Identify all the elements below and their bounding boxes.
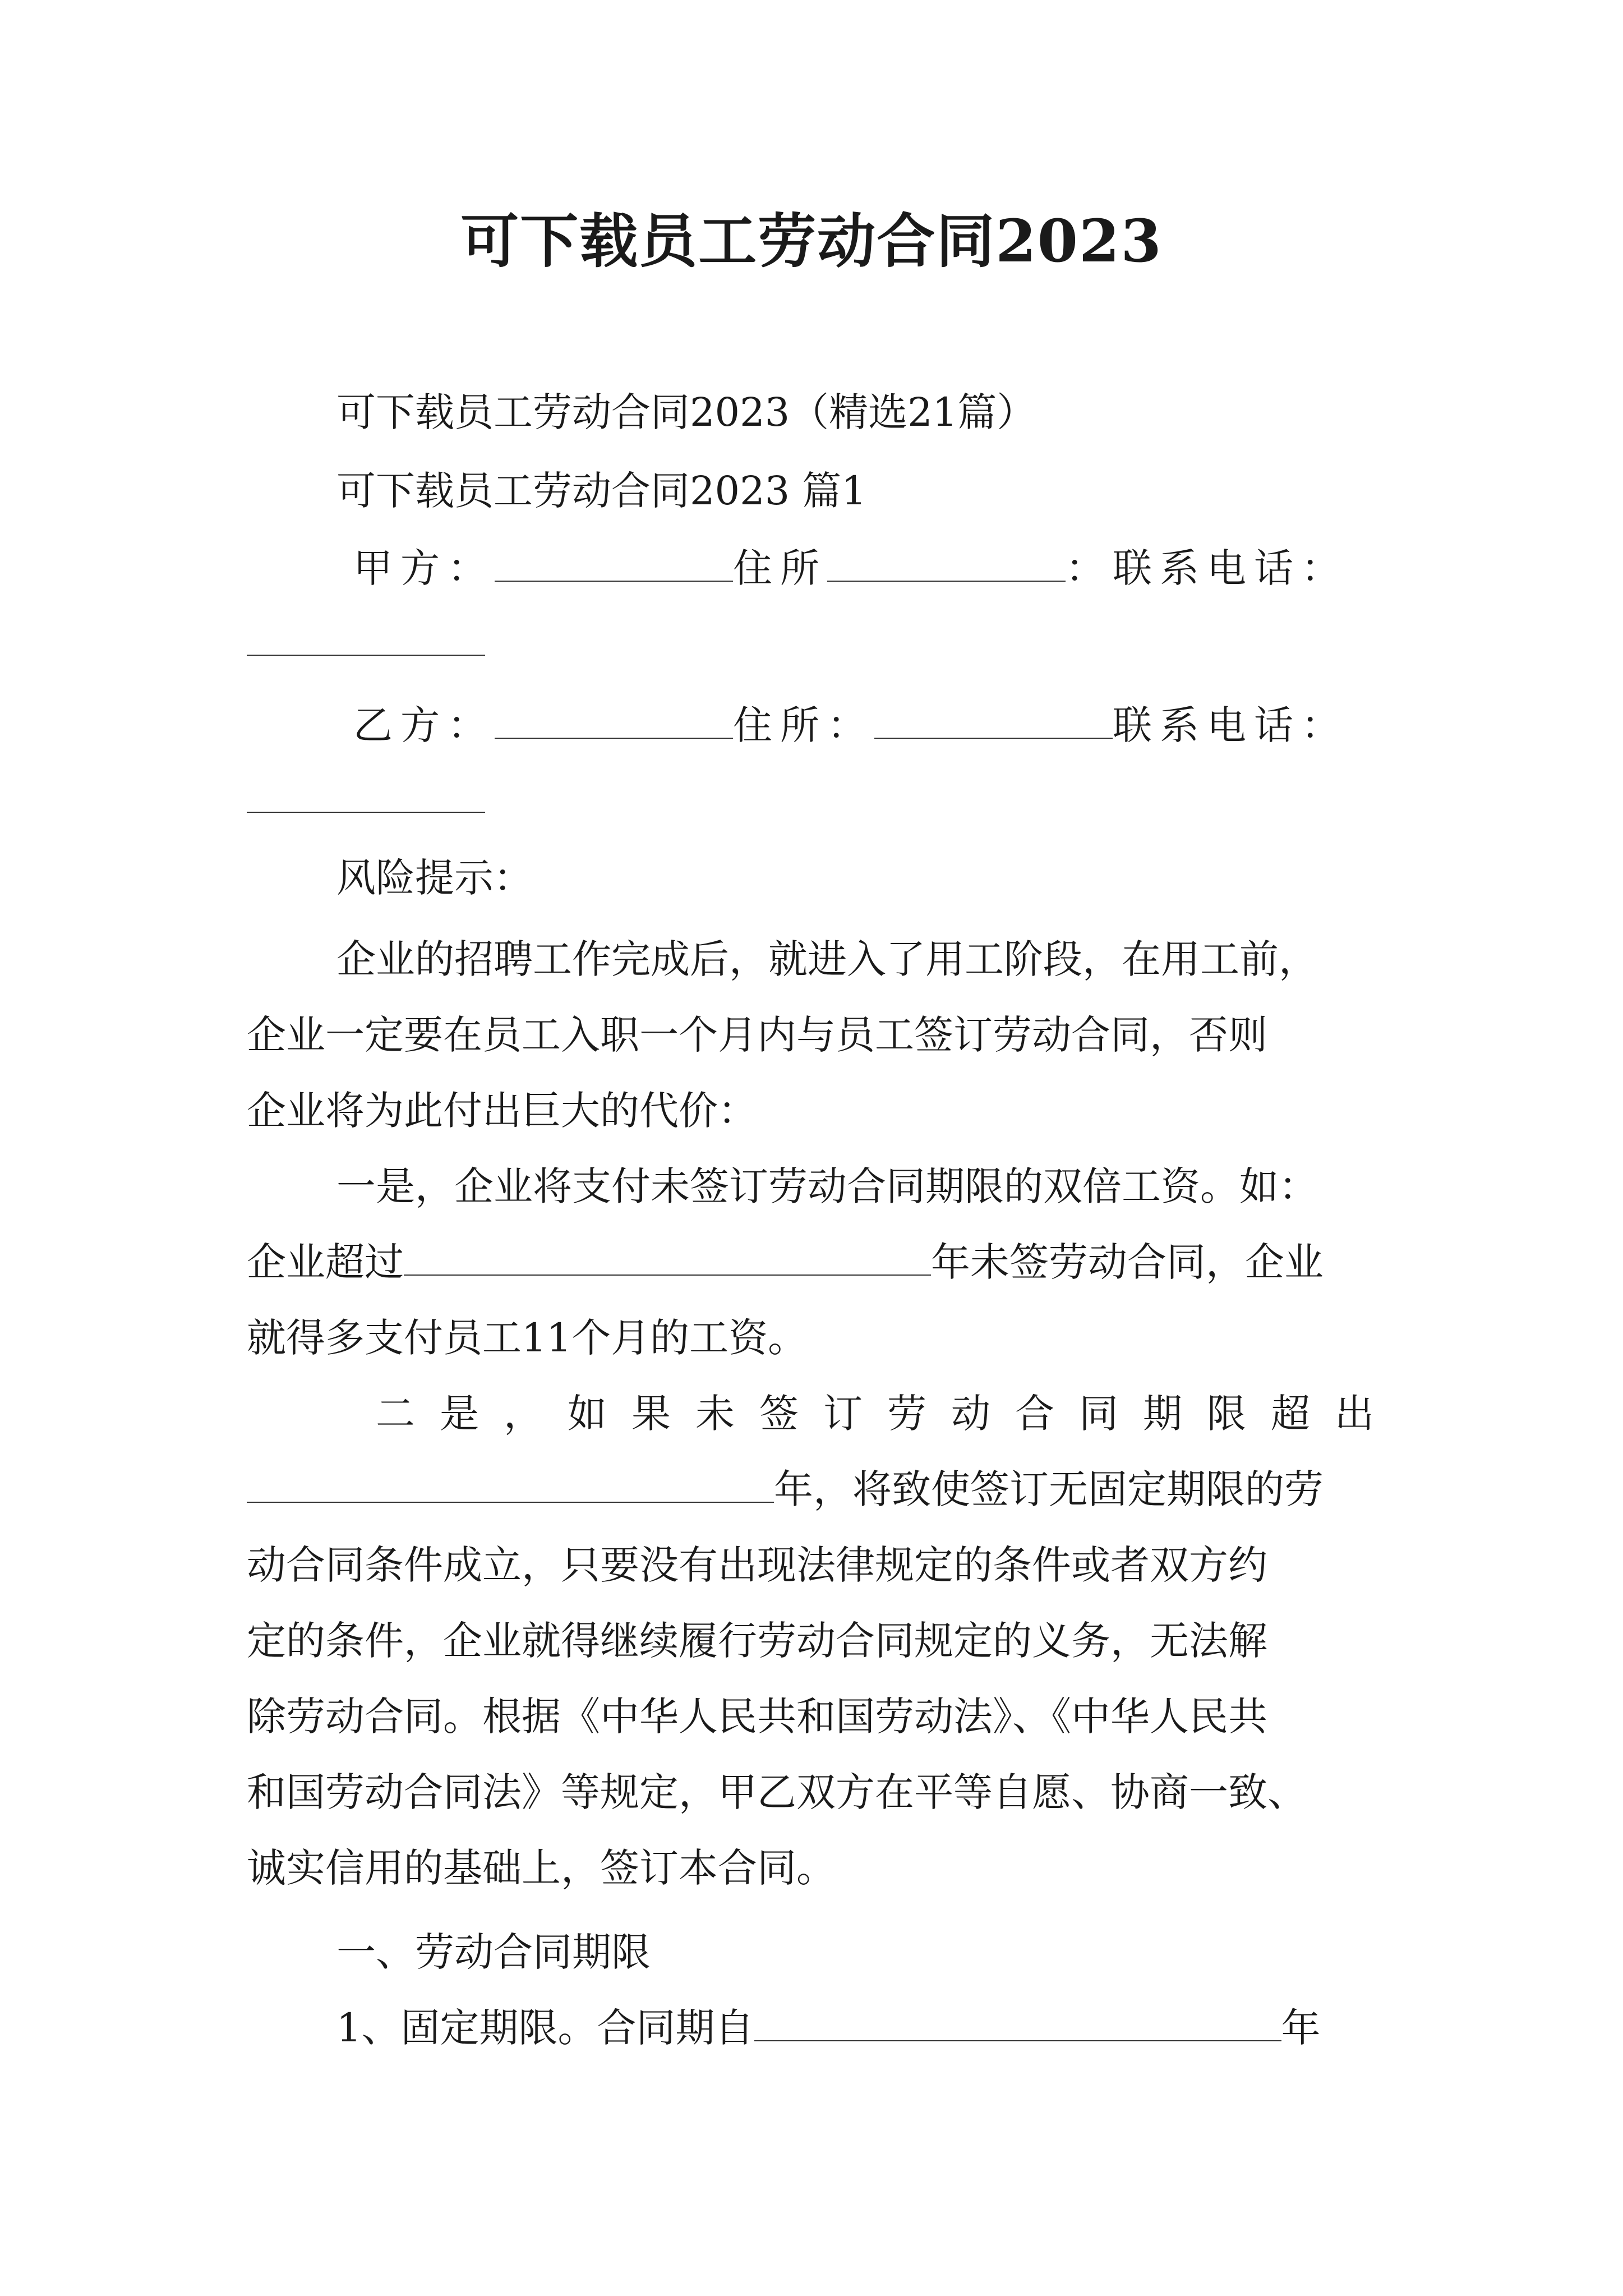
- party-a-phone-blank: [247, 618, 485, 656]
- clause-heading: 一、劳动合同期限: [336, 1929, 651, 1975]
- party-a-line: [353, 543, 1348, 593]
- clause-1-suffix: 年: [1281, 2005, 1321, 2051]
- section-heading: 可下载员工劳动合同2023 篇1: [336, 468, 866, 514]
- party-a-address-blank: [827, 544, 1066, 582]
- paragraph-line: 企业将为此付出巨大的代价：: [247, 1088, 757, 1134]
- party-b-name-blank: [495, 701, 733, 739]
- risk-heading: 风险提示：: [336, 855, 533, 901]
- party-b-address-blank: [874, 701, 1113, 739]
- paragraph-line: 企业的招聘工作完成后，就进入了用工阶段，在用工前，: [336, 936, 1318, 982]
- party-a-phone-line: [247, 617, 485, 668]
- clause-1-line: [336, 2003, 1321, 2053]
- years-blank: [404, 1237, 931, 1276]
- paragraph-line: 诚实信用的基础上，签订本合同。: [247, 1845, 836, 1891]
- clause-1-text: 1、固定期限。合同期自: [336, 2005, 754, 2051]
- party-b-address-label: 住所：: [733, 702, 874, 748]
- paragraph-line: 定的条件，企业就得继续履行劳动合同规定的义务，无法解: [247, 1618, 1267, 1664]
- paragraph-text: 年未签劳动合同，企业: [931, 1239, 1324, 1285]
- party-a-address-label: 住所: [733, 545, 827, 591]
- paragraph-line: 企业一定要在员工入职一个月内与员工签订劳动合同，否则: [247, 1012, 1267, 1058]
- paragraph-text: 年，将致使签订无固定期限的劳: [774, 1466, 1324, 1512]
- party-a-phone-label: ：联系电话：: [1066, 545, 1348, 591]
- paragraph-line: 和国劳动合同法》等规定，甲乙双方在平等自愿、协商一致、: [247, 1769, 1307, 1815]
- paragraph-line: 动合同条件成立，只要没有出现法律规定的条件或者双方约: [247, 1542, 1267, 1588]
- contract-start-blank: [754, 2003, 1281, 2041]
- paragraph-line: 就得多支付员工11个月的工资。: [247, 1315, 808, 1361]
- years-exceed-blank: [247, 1465, 774, 1503]
- paragraph-line: [247, 1237, 1324, 1287]
- party-b-line: [353, 700, 1348, 751]
- party-a-name-blank: [495, 544, 733, 582]
- paragraph-line: 一是，企业将支付未签订劳动合同期限的双倍工资。如：: [336, 1163, 1318, 1209]
- party-b-label: 乙方：: [353, 702, 495, 748]
- party-b-phone-blank: [247, 775, 485, 813]
- paragraph-line: 除劳动合同。根据《中华人民共和国劳动法》、《中华人民共: [247, 1694, 1267, 1740]
- document-title: 可下载员工劳动合同2023: [460, 206, 1163, 275]
- document-subtitle: 可下载员工劳动合同2023（精选21篇）: [336, 389, 1036, 435]
- party-b-phone-line: [247, 774, 485, 825]
- party-a-label: 甲方：: [353, 545, 495, 591]
- paragraph-line: [247, 1464, 1324, 1515]
- paragraph-line: 二是，如果未签订劳动合同期限超出: [376, 1391, 1399, 1437]
- paragraph-text: 企业超过: [247, 1239, 404, 1285]
- party-b-phone-label: 联系电话：: [1113, 702, 1348, 748]
